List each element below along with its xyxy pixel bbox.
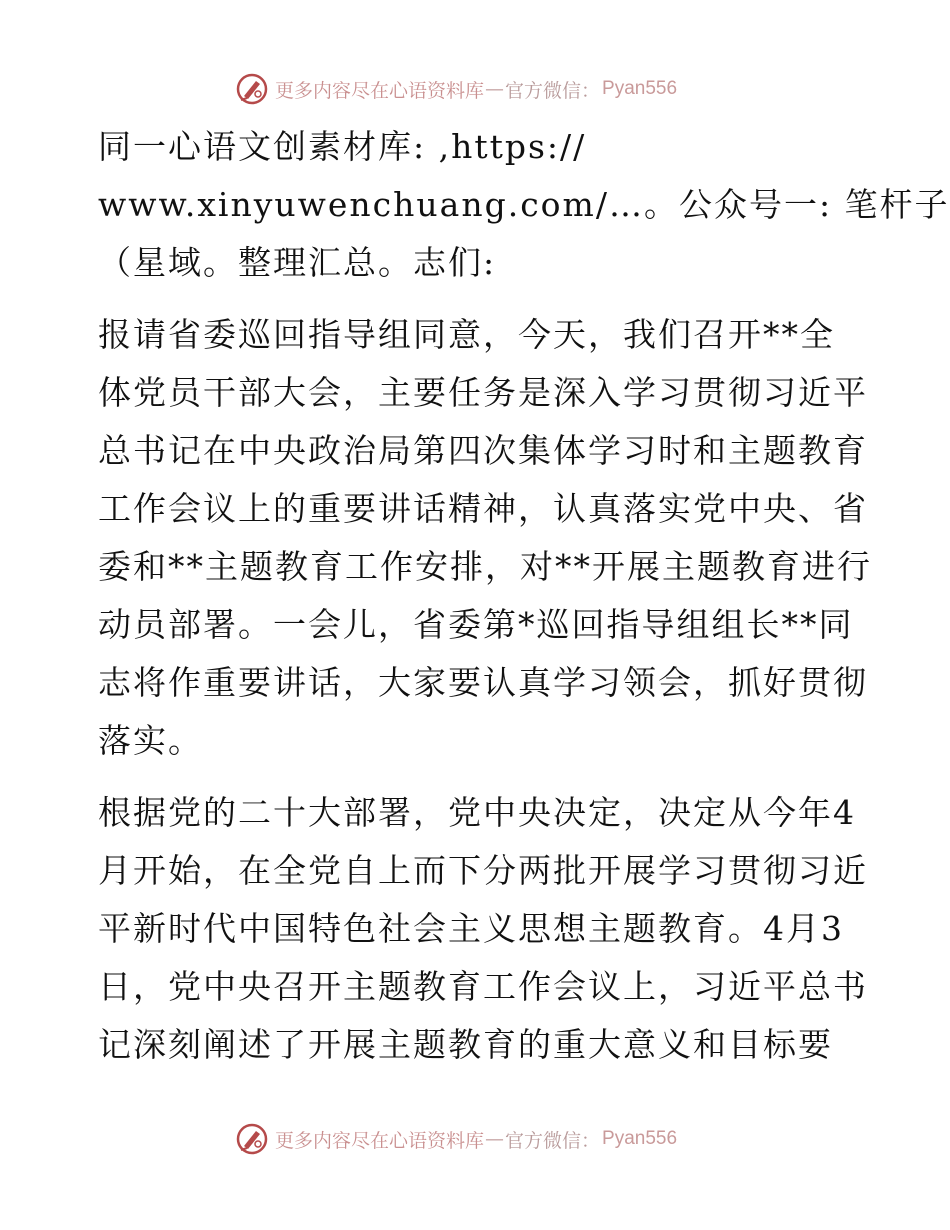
watermark-wechat-label: 官方微信： (505, 79, 601, 102)
watermark-site-text: 更多内容尽在心语资料库 (275, 79, 485, 102)
brand-logo-icon (235, 72, 269, 106)
text-line: （星域。整理汇总。志们: (98, 243, 497, 282)
brand-logo-icon (235, 1122, 269, 1156)
watermark-separator: — (485, 1128, 505, 1150)
paragraph-2 (98, 306, 872, 770)
text-line: 同一心语文创素材库: ,https:// (98, 127, 587, 166)
text-line: 落实。 (98, 721, 203, 760)
header-watermark (235, 72, 715, 106)
text-line: 体党员干部大会，主要任务是深入学习贯彻习近平 (98, 373, 868, 412)
text-line: 委和**主题教育工作安排，对**开展主题教育进行 (98, 547, 872, 586)
watermark-wechat-id: Pyan556 (602, 78, 678, 99)
text-line: www.xinyuwenchuang.com/…。公众号一: 笔杆子 (98, 185, 950, 224)
document-body (98, 118, 950, 1088)
text-line: 志将作重要讲话，大家要认真学习领会，抓好贯彻 (98, 663, 868, 702)
text-line: 记深刻阐述了开展主题教育的重大意义和目标要 (98, 1025, 833, 1064)
text-line: 平新时代中国特色社会主义思想主题教育。4月3 (98, 909, 844, 948)
footer-watermark (235, 1122, 715, 1156)
text-line: 月开始，在全党自上而下分两批开展学习贯彻习近 (98, 851, 868, 890)
text-line: 报请省委巡回指导组同意，今天，我们召开**全 (98, 315, 835, 354)
watermark-wechat-id: Pyan556 (602, 1128, 678, 1149)
text-line: 总书记在中央政治局第四次集体学习时和主题教育 (98, 431, 868, 470)
text-line: 日，党中央召开主题教育工作会议上，习近平总书 (98, 967, 868, 1006)
paragraph-1 (98, 118, 950, 292)
text-line: 动员部署。一会儿，省委第*巡回指导组组长**同 (98, 605, 854, 644)
text-line: 根据党的二十大部署，党中央决定，决定从今年4 (98, 793, 856, 832)
text-line: 工作会议上的重要讲话精神，认真落实党中央、省 (98, 489, 868, 528)
paragraph-3 (98, 784, 868, 1074)
watermark-separator: — (485, 78, 505, 100)
watermark-site-text: 更多内容尽在心语资料库 (275, 1129, 485, 1152)
watermark-wechat-label: 官方微信： (505, 1129, 601, 1152)
